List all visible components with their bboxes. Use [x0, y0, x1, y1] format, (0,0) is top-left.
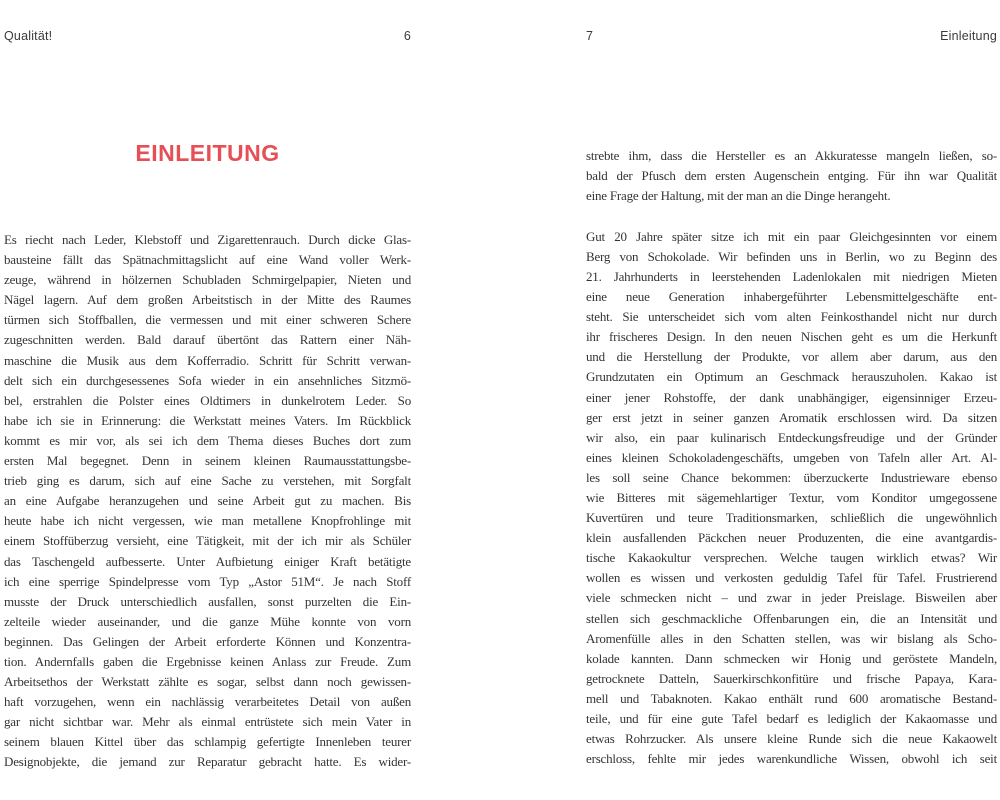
text-line: bald der Pfusch dem ersten Augenschein entging. Für ihn war Qualität [586, 168, 997, 184]
text-line: musste der Druck unterschiedlich ausfallen, sonst purzelten die Ein- [4, 593, 411, 609]
text-line: Grundzutaten ein Optimum an Geschmack herauszuholen. Kakao ist [586, 369, 997, 385]
running-head-left-title: Qualität! [4, 29, 53, 43]
text-line: Berg von Schokolade. Wir befinden uns in Berlin, wo zu Beginn des [586, 248, 997, 264]
text-line: habe ich sie in Erinnerung: die Werkstatt meines Vaters. Im Rückblick [4, 412, 411, 428]
text-line: delt sich ein durchgesessenes Sofa wieder in ein ansehnliches Sitzmö- [4, 372, 411, 388]
text-line: ersten Mal begegnet. Denn in seinem kleinen Raumausstattungsbe- [4, 453, 411, 469]
text-line: kolade kannten. Dann schmecken wir Honig und geröstete Mandeln, [586, 650, 997, 666]
text-line: tische Kakaokultur versprechen. Welche taugen wirklich etwas? Wir [586, 550, 997, 566]
text-line: ihr frischeres Design. In den neuen Nischen geht es um die Herkunft [586, 329, 997, 345]
text-line: das Taschengeld aufbesserte. Unter Aufbietung einiger Kraft betätigte [4, 553, 411, 569]
text-line: und die Herstellung der Produkte, vor allem aber darum, aus den [586, 349, 997, 365]
left-page-number: 6 [403, 29, 411, 43]
right-page-body [586, 146, 997, 769]
right-page [586, 0, 997, 800]
text-line: zelteile wieder auseinander, und die ganze Mühe konnte von vorn [4, 613, 411, 629]
text-line: 21. Jahrhunderts in leerstehenden Ladenlokalen mit niedrigen Mieten [586, 268, 997, 284]
text-line: stellen sich geschmackliche Offenbarungen ein, die an Intensität und [586, 610, 997, 626]
text-line: eines kleinen Schokoladengeschäfts, umgeben von Tafeln aller Art. Al- [586, 449, 997, 465]
text-line: einer jener Rohstoffe, der dank unabhängiger, eigensinniger Erzeu- [586, 389, 997, 405]
text-line: Kuvertüren und teure Traditionsmarken, schließlich die ungewöhnlich [586, 510, 997, 526]
text-line: tion. Andernfalls gaben die Ergebnisse keinen Anlass zur Freude. Zum [4, 653, 411, 669]
text-line: wir also, ein paar kulinarisch Entdeckungsfreudige und der Gründer [586, 429, 997, 445]
text-line: viele schmecken nicht – und zwar in jeder Preislage. Bisweilen aber [586, 590, 997, 606]
running-head-right-title: Einleitung [940, 29, 997, 43]
left-page-body [4, 230, 411, 773]
left-page [4, 0, 411, 800]
text-line: strebte ihm, dass die Hersteller es an Akkuratesse mangeln ließen, so- [586, 148, 997, 163]
text-line: teile, und für eine gute Tafel bedarf es lediglich der Kakaomasse und [586, 711, 997, 727]
text-line: Es riecht nach Leder, Klebstoff und Zigarettenrauch. Durch dicke Glas- [4, 232, 411, 247]
text-line: erschloss, fehlte mir jedes warenkundliche Wissen, obwohl ich seit [586, 751, 997, 767]
text-line: seinem blauen Kittel über das schlampig gefertigte Innenleben teurer [4, 734, 411, 750]
text-line: mell und Tabaknoten. Kakao enthält rund 600 aromatische Bestand- [586, 690, 997, 706]
text-line: einem Stoffüberzug versieht, eine Tätigkeit, mit der ich mir als Schüler [4, 533, 411, 549]
text-line: wie Bitteres mit sägemehlartiger Textur, vom Konditor umgegossene [586, 490, 997, 505]
text-line: eine Frage der Haltung, mit der man an die Dinge herangeht. [586, 188, 891, 204]
paragraph [586, 227, 997, 770]
text-line: wollen es wissen und verkosten geduldig Tafel für Tafel. Frustrierend [586, 570, 997, 586]
text-line: bel, erstrahlen die Polster eines Oldtimers in dunkelrotem Leder. So [4, 392, 411, 408]
paragraph [586, 146, 997, 206]
text-line: les soll seine Chance bekommen: überzuckerte Industrieware ebenso [586, 469, 997, 485]
text-line: Aromenfülle alles in den Schatten stellen, was wir bislang als Scho- [586, 630, 997, 646]
text-line: Arbeitsethos der Werkstatt zählte es sogar, selbst dann noch gewissen- [4, 674, 411, 690]
text-line: bausteine fällt das Spätnachmittagslicht auf eine Wand voller Werk- [4, 252, 411, 268]
text-line: trieb ging es darum, sich auf eine Sache zu verstehen, mit Sorgfalt [4, 473, 411, 489]
text-line: beginnen. Das Gelingen der Arbeit erforderte Können und Konzentra- [4, 633, 411, 649]
right-page-number: 7 [586, 29, 594, 43]
text-line: gar nicht sichtbar war. Mehr als einmal entrüstete sich mein Vater in [4, 714, 411, 730]
text-line: heute habe ich nicht vergessen, wie man metallene Knopfrohlinge mit [4, 513, 411, 529]
chapter-title: EINLEITUNG [135, 140, 280, 166]
text-line: Nägel lagern. Auf dem großen Arbeitstisch in der Mitte des Raumes [4, 292, 411, 308]
text-line: ich eine sperrige Spindelpresse vom Typ „Astor 51M“. Je nach Stoff [4, 573, 411, 589]
text-line: etwas Rohrzucker. Als unsere kleine Runde sich die neue Kakaowelt [586, 731, 997, 747]
text-line: steht. Sie unterscheidet sich vom alten Feinkosthandel nicht nur durch [586, 309, 997, 325]
text-line: klein ausfallenden Päckchen neuer Produzenten, die eine avantgardis- [586, 530, 997, 546]
text-line: Designobjekte, die jemand zur Reparatur gebracht hatte. Es wider- [4, 754, 411, 770]
text-line: türmen sich Stoffballen, die vermessen und mit einer schweren Schere [4, 312, 411, 328]
text-line: zeuge, während in hölzernen Schubladen Schmirgelpapier, Nieten und [4, 272, 411, 288]
paragraph [4, 230, 411, 773]
text-line: getrocknete Datteln, Sauerkirschkonfitüre und frische Papaya, Kara- [586, 670, 997, 686]
text-line: Gut 20 Jahre später sitze ich mit ein paar Gleichgesinnten vor einem [586, 228, 997, 244]
text-line: maschine die Musik aus dem Kofferradio. Schritt für Schritt verwan- [4, 352, 411, 368]
text-line: zugeschnitten werden. Bald darauf übertönt das Rattern einer Näh- [4, 332, 411, 348]
text-line: haft vorzugehen, wenn ein nachlässig verarbeitetes Detail von außen [4, 694, 411, 710]
text-line: ger erst jetzt in seiner ganzen Aromatik erschlossen wird. Da sitzen [586, 409, 997, 425]
text-line: kommt es mir vor, als sei ich dem Thema dieses Buches dort zum [4, 432, 411, 448]
text-line: eine neue Generation inhabergeführter Lebensmittelgeschäfte ent- [586, 289, 997, 305]
text-line: an eine Aufgabe heranzugehen und seine Arbeit gut zu machen. Bis [4, 493, 411, 509]
